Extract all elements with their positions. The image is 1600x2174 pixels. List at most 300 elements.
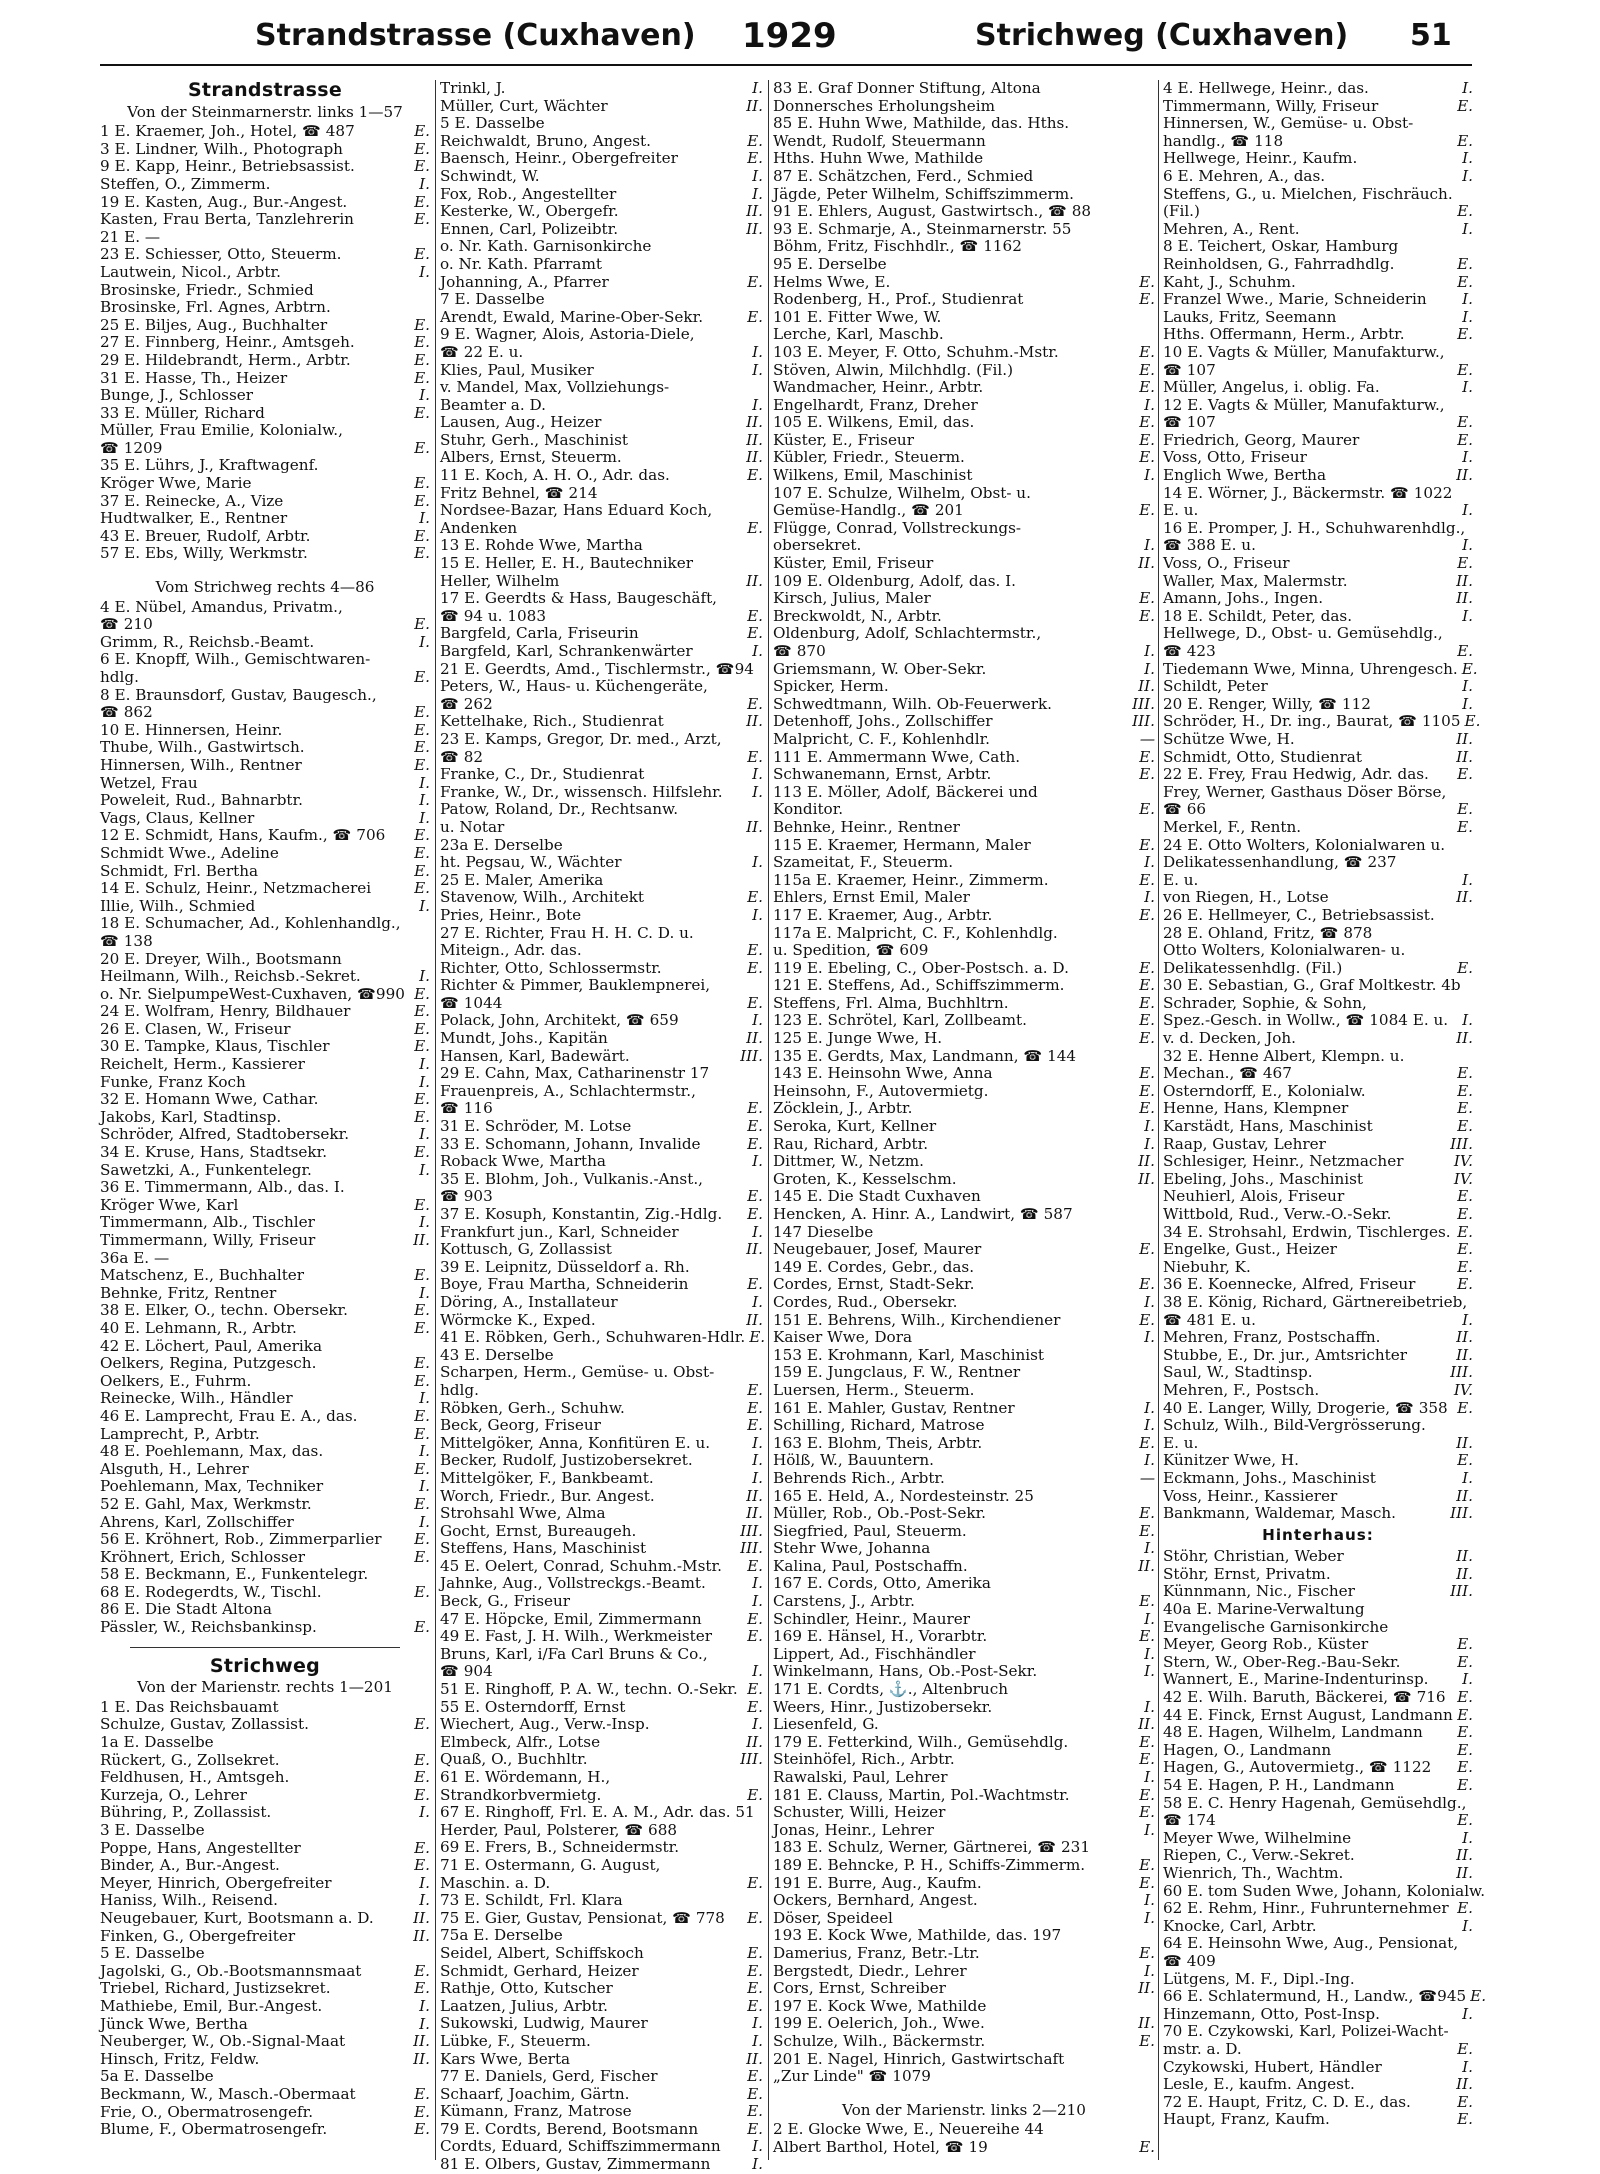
entry-text: 115 E. Kraemer, Hermann, Maler (773, 835, 1031, 854)
floor-mark: E. (1457, 554, 1473, 573)
directory-entry (1163, 1759, 1473, 1777)
entry-text: 93 E. Schmarje, A., Steinmarnerstr. 55 (773, 219, 1072, 238)
entry-text: Künnmann, Nic., Fischer (1163, 1582, 1355, 1601)
entry-text: Wetzel, Frau (100, 773, 198, 792)
directory-entry (100, 1566, 430, 1584)
directory-entry (1163, 1400, 1473, 1418)
floor-mark (759, 291, 763, 309)
floor-mark: E. (414, 879, 430, 898)
directory-entry (440, 1716, 763, 1734)
floor-mark: E. (1139, 1310, 1155, 1329)
entry-text: Ennen, Carl, Polizeibtr. (440, 219, 619, 238)
directory-entry (1163, 1548, 1473, 1566)
entry-text: 22 E. Frey, Frau Hedwig, Adr. das. (1163, 765, 1429, 784)
directory-entry (1163, 555, 1473, 573)
floor-mark: E. (414, 1318, 430, 1337)
entry-text: ☎ 409 (1163, 1951, 1216, 1970)
entry-text: Reinecke, Wilh., Händler (100, 1389, 293, 1408)
floor-mark: I. (1144, 1416, 1155, 1435)
floor-mark (1469, 344, 1473, 362)
floor-mark: E. (414, 1750, 430, 1769)
entry-text: von Riegen, H., Lotse (1163, 888, 1329, 907)
directory-entry (1163, 1488, 1473, 1506)
directory-entry (100, 1250, 430, 1268)
directory-entry (1163, 520, 1473, 538)
floor-mark: III. (1450, 1363, 1473, 1382)
entry-text: Evangelische Garnisonkirche (1163, 1617, 1389, 1636)
directory-entry (440, 1628, 763, 1646)
entry-text: 23 E. Kamps, Gregor, Dr. med., Arzt, (440, 729, 722, 748)
entry-text: Döring, A., Installateur (440, 1292, 618, 1311)
entry-text: 75 E. Gier, Gustav, Pensionat, ☎ 778 (440, 1908, 725, 1927)
entry-text: 85 E. Huhn Wwe, Mathilde, das. Hths. (773, 114, 1070, 133)
entry-text: 33 E. Schomann, Johann, Invalide (440, 1134, 701, 1153)
directory-entry (773, 731, 1155, 749)
entry-text: 18 E. Schumacher, Ad., Kohlenhandlg., (100, 914, 401, 933)
floor-mark (759, 1804, 763, 1822)
floor-mark (426, 1566, 430, 1584)
directory-entry (440, 520, 763, 538)
entry-text: 38 E. Elker, O., techn. Obersekr. (100, 1301, 348, 1320)
floor-mark: E. (1457, 817, 1473, 836)
floor-mark: I. (1462, 2004, 1473, 2023)
floor-mark: E. (1457, 1205, 1473, 1223)
directory-entry (1163, 801, 1473, 819)
floor-mark (1151, 1488, 1155, 1506)
directory-entry (1163, 977, 1473, 995)
spacer (773, 2086, 1155, 2100)
floor-mark: I. (1144, 1398, 1155, 1417)
entry-text: 149 E. Cordes, Gebr., das. (773, 1257, 975, 1276)
directory-entry (773, 1945, 1155, 1963)
directory-entry (440, 1945, 763, 1963)
floor-mark: E. (1457, 2110, 1473, 2129)
street-side-note: Von der Marienstr. links 2—210 (842, 2100, 1086, 2119)
floor-mark: E. (414, 1582, 430, 1601)
floor-mark (759, 1083, 763, 1101)
floor-mark (759, 537, 763, 555)
floor-mark (759, 977, 763, 995)
entry-text: Hagen, G., Autovermietg., ☎ 1122 (1163, 1758, 1432, 1777)
directory-entry (773, 291, 1155, 309)
floor-mark: I. (752, 853, 763, 872)
floor-mark: I. (1462, 1310, 1473, 1329)
floor-mark (426, 229, 430, 247)
directory-entry (1163, 1918, 1473, 1936)
floor-mark: E. (1139, 1732, 1155, 1751)
floor-mark: I. (419, 773, 430, 792)
floor-mark (759, 1857, 763, 1875)
directory-entry (1163, 766, 1473, 784)
floor-mark: II. (746, 1732, 763, 1751)
entry-text: 43 E. Derselbe (440, 1345, 554, 1364)
floor-mark: II. (1456, 2075, 1473, 2094)
floor-mark: I. (752, 1152, 763, 1171)
entry-text: Merkel, F., Rentn. (1163, 817, 1302, 836)
entry-text: 40 E. Langer, Willy, Drogerie, ☎ 358 (1163, 1398, 1448, 1417)
entry-text: Tiedemann Wwe, Minna, Uhrengesch. (1163, 659, 1458, 678)
floor-mark: E. (747, 1205, 763, 1223)
entry-text: 143 E. Heinsohn Wwe, Anna (773, 1064, 993, 1083)
entry-text: Bunge, J., Schlosser (100, 386, 254, 405)
directory-entry (1163, 1881, 1486, 1901)
directory-entry (1163, 485, 1473, 503)
floor-mark: I. (1144, 1609, 1155, 1628)
entry-text: 115a E. Kraemer, Heinr., Zimmerm. (773, 870, 1049, 889)
floor-mark: I. (1144, 1117, 1155, 1136)
entry-text: v. d. Decken, Joh. (1163, 1029, 1296, 1048)
floor-mark: E. (414, 2084, 430, 2103)
floor-mark (426, 1822, 430, 1840)
directory-entry (100, 915, 430, 933)
directory-entry (440, 1347, 763, 1365)
entry-text: Heilmann, Wilh., Reichsb.-Sekret. (100, 967, 361, 986)
entry-text: Voss, Heinr., Kassierer (1163, 1486, 1338, 1505)
floor-mark (1151, 2068, 1155, 2086)
entry-text: o. Nr. Kath. Pfarramt (440, 254, 602, 273)
directory-entry (773, 397, 1155, 415)
floor-mark: E. (747, 1609, 763, 1628)
entry-text: 36 E. Timmermann, Alb., das. I. (100, 1178, 345, 1197)
entry-text: Frey, Werner, Gasthaus Döser Börse, (1163, 782, 1447, 801)
floor-mark: E. (414, 826, 430, 845)
floor-mark: I. (1462, 79, 1473, 97)
floor-mark (1469, 186, 1473, 204)
entry-text: Hinsch, Fritz, Feldw. (100, 2049, 260, 2068)
directory-entry (1163, 837, 1473, 855)
entry-text: Jakobs, Karl, Stadtinsp. (100, 1107, 282, 1126)
directory-entry (440, 2015, 763, 2033)
floor-mark: E. (414, 703, 430, 722)
directory-entry (100, 1302, 430, 1320)
entry-text: Gocht, Ernst, Bureaugeh. (440, 1521, 637, 1540)
floor-mark (426, 687, 430, 705)
directory-entry (100, 475, 430, 493)
directory-entry (773, 749, 1155, 767)
entry-text: 46 E. Lamprecht, Frau E. A., das. (100, 1406, 358, 1425)
entry-text: 31 E. Schröder, M. Lotse (440, 1117, 632, 1136)
entry-text: ☎ 1044 (440, 993, 503, 1012)
directory-entry (100, 493, 430, 511)
directory-entry (773, 1998, 1155, 2016)
floor-mark: II. (746, 219, 763, 238)
entry-text: Johanning, A., Pfarrer (440, 272, 609, 291)
entry-text: Bergstedt, Diedr., Lehrer (773, 1961, 967, 1980)
floor-mark (1151, 1839, 1155, 1857)
directory-entry (100, 123, 430, 141)
entry-text: obersekret. (773, 536, 862, 555)
floor-mark: E. (414, 1354, 430, 1373)
directory-entry (1163, 784, 1473, 802)
floor-mark (1469, 1294, 1473, 1312)
floor-mark: E. (414, 1301, 430, 1320)
entry-text: Finken, G., Obergefreiter (100, 1926, 296, 1945)
directory-entry (440, 309, 763, 327)
entry-text: 44 E. Finck, Ernst August, Landmann (1163, 1705, 1453, 1724)
floor-mark (1469, 1935, 1473, 1953)
directory-entry (100, 687, 430, 705)
directory-entry (100, 457, 430, 475)
floor-mark: I. (419, 262, 430, 281)
entry-text: hdlg. (100, 668, 139, 686)
directory-entry (440, 573, 763, 591)
directory-entry (440, 344, 763, 362)
floor-mark: E. (749, 1328, 766, 1347)
directory-entry (100, 1461, 430, 1479)
floor-mark (1151, 2121, 1155, 2139)
entry-text: 28 E. Ohland, Fritz, ☎ 878 (1163, 923, 1373, 942)
directory-entry (100, 1355, 430, 1373)
floor-mark: E. (747, 941, 763, 960)
directory-entry (100, 405, 430, 423)
directory-entry (773, 1276, 1155, 1294)
entry-text: 103 E. Meyer, F. Otto, Schuhm.-Mstr. (773, 342, 1059, 361)
entry-text: Behrends Rich., Arbtr. (773, 1468, 945, 1487)
floor-mark: I. (752, 1222, 763, 1241)
directory-entry (100, 810, 430, 828)
directory-entry (100, 2016, 430, 2034)
floor-mark: E. (747, 1680, 763, 1699)
directory-entry (100, 1443, 430, 1461)
floor-mark: E. (747, 1697, 763, 1716)
directory-entry (773, 133, 1155, 151)
directory-entry (100, 863, 430, 881)
directory-entry (1163, 731, 1473, 749)
floor-mark (1151, 1347, 1155, 1365)
directory-entry (440, 1663, 763, 1681)
floor-mark: I. (419, 632, 430, 651)
entry-text: Boye, Frau Martha, Schneiderin (440, 1275, 689, 1294)
floor-mark (1151, 1206, 1155, 1224)
entry-text: Roback Wwe, Martha (440, 1152, 606, 1171)
floor-mark: I. (1462, 290, 1473, 309)
floor-mark (426, 1338, 430, 1356)
entry-text: Rau, Richard, Arbtr. (773, 1134, 929, 1153)
entry-text: Otto Wolters, Kolonialwaren- u. (1163, 941, 1406, 960)
directory-entry (440, 1030, 763, 1048)
floor-mark: E. (1139, 1275, 1155, 1294)
entry-text: Eckmann, Johs., Maschinist (1163, 1468, 1376, 1487)
directory-entry (1163, 872, 1473, 890)
directory-entry (440, 925, 763, 943)
floor-mark: E. (1139, 1627, 1155, 1646)
entry-text: Pässler, W., Reichsbankinsp. (100, 1618, 317, 1637)
entry-text: 71 E. Ostermann, G. August, (440, 1855, 661, 1874)
floor-mark: E. (1457, 2039, 1473, 2058)
entry-text: Siegfried, Paul, Steuerm. (773, 1521, 967, 1540)
directory-entry (1163, 1241, 1473, 1259)
directory-entry (440, 150, 763, 168)
floor-mark: E. (1139, 1750, 1155, 1769)
entry-text: u. Notar (440, 817, 505, 836)
entry-text: 55 E. Osterndorff, Ernst (440, 1697, 626, 1716)
directory-entry (100, 352, 430, 370)
floor-mark: II. (1456, 1433, 1473, 1452)
directory-entry (1163, 1671, 1473, 1689)
floor-mark: E. (414, 1618, 430, 1637)
entry-text: Ockers, Bernhard, Angest. (773, 1891, 978, 1910)
entry-text: ☎ 870 (773, 642, 826, 660)
directory-entry (440, 872, 763, 890)
directory-entry (440, 1294, 763, 1312)
entry-text: 83 E. Graf Donner Stiftung, Altona (773, 79, 1041, 97)
floor-mark (759, 1171, 763, 1189)
directory-entry (773, 238, 1155, 256)
entry-text: 14 E. Schulz, Heinr., Netzmacherei (100, 879, 372, 898)
directory-entry (773, 1963, 1155, 1981)
floor-mark (759, 590, 763, 608)
directory-entry (440, 1364, 763, 1382)
floor-mark (1151, 326, 1155, 344)
directory-entry (440, 678, 763, 696)
floor-mark: I. (1144, 1644, 1155, 1663)
entry-text: Mathiebe, Emil, Bur.-Angest. (100, 1996, 323, 2015)
directory-entry (440, 1505, 763, 1523)
entry-text: Schröder, Alfred, Stadtobersekr. (100, 1125, 350, 1144)
entry-text: Albert Barthol, Hotel, ☎ 19 (773, 2137, 988, 2156)
floor-mark: E. (414, 1424, 430, 1443)
directory-entry (773, 1048, 1155, 1066)
floor-mark: II. (746, 571, 763, 590)
entry-text: Niebuhr, K. (1163, 1257, 1251, 1276)
floor-mark: I. (1144, 395, 1155, 414)
entry-text: 145 E. Die Stadt Cuxhaven (773, 1187, 981, 1206)
entry-text: 43 E. Breuer, Rudolf, Arbtr. (100, 526, 311, 545)
directory-entry (773, 1628, 1155, 1646)
floor-mark: II. (1456, 1328, 1473, 1347)
directory-entry (773, 449, 1155, 467)
directory-entry (440, 766, 763, 784)
entry-text: Becker, Rudolf, Justizobersekret. (440, 1451, 693, 1470)
entry-text: Franke, W., Dr., wissensch. Hilfslehr. (440, 782, 723, 801)
directory-entry (100, 2104, 430, 2122)
directory-entry (773, 907, 1155, 925)
directory-entry (100, 1514, 430, 1532)
entry-text: Steinhöfel, Rich., Arbtr. (773, 1750, 955, 1769)
directory-entry (100, 722, 430, 740)
entry-text: Trinkl, J. (440, 79, 506, 97)
floor-mark (759, 1892, 763, 1910)
entry-text: 57 E. Ebs, Willy, Werkmstr. (100, 544, 308, 563)
directory-entry (773, 590, 1155, 608)
directory-entry (100, 1910, 430, 1928)
directory-entry (440, 1435, 763, 1453)
directory-entry (773, 150, 1155, 168)
floor-mark (759, 1769, 763, 1787)
floor-mark: E. (1139, 976, 1155, 995)
floor-mark: E. (414, 1266, 430, 1285)
directory-entry (440, 291, 763, 309)
directory-entry (440, 854, 763, 872)
entry-text: Laatzen, Julius, Arbtr. (440, 1996, 609, 2015)
floor-mark: E. (414, 1768, 430, 1787)
floor-mark: I. (419, 1055, 430, 1074)
entry-text: Schulze, Gustav, Zollassist. (100, 1715, 309, 1734)
floor-mark: E. (414, 1547, 430, 1566)
entry-text: Jagolski, G., Ob.-Bootsmannsmaat (100, 1961, 362, 1980)
directory-entry (440, 537, 763, 555)
floor-mark: E. (747, 1979, 763, 1998)
floor-mark: E. (414, 1530, 430, 1549)
entry-text: 12 E. Schmidt, Hans, Kaufm., ☎ 706 (100, 826, 386, 845)
floor-mark: I. (1462, 501, 1473, 520)
entry-text: 15 E. Heller, E. H., Bautechniker (440, 554, 694, 573)
floor-mark: II. (1456, 1029, 1473, 1048)
floor-mark (1151, 2051, 1155, 2069)
directory-entry (440, 379, 763, 397)
directory-entry (773, 2051, 1155, 2069)
entry-text: 34 E. Strohsahl, Erdwin, Tischlerges. (1163, 1222, 1451, 1241)
directory-entry (773, 661, 1155, 679)
entry-text: 37 E. Reinecke, A., Vize (100, 491, 284, 510)
entry-text: 86 E. Die Stadt Altona (100, 1600, 272, 1619)
directory-entry (100, 387, 430, 405)
directory-entry (1163, 1830, 1473, 1848)
floor-mark: I. (1144, 1961, 1155, 1980)
directory-entry (773, 2121, 1155, 2139)
directory-entry (100, 1601, 430, 1619)
floor-mark (1151, 186, 1155, 204)
floor-mark: I. (419, 509, 430, 528)
entry-text: 10 E. Hinnersen, Heinr. (100, 720, 283, 739)
floor-mark (426, 651, 430, 669)
entry-text: Hinnersen, W., Gemüse- u. Obst- (1163, 114, 1414, 133)
directory-entry (100, 1003, 430, 1021)
directory-entry (1163, 1452, 1473, 1470)
floor-mark: E. (414, 544, 430, 563)
directory-entry (1163, 1083, 1473, 1101)
directory-entry (1163, 608, 1473, 626)
floor-mark: II. (746, 2049, 763, 2068)
directory-entry (100, 334, 430, 352)
directory-entry (100, 1038, 430, 1056)
entry-text: Szameitat, F., Steuerm. (773, 853, 954, 872)
directory-entry (440, 1540, 763, 1558)
directory-entry (440, 1927, 763, 1945)
floor-mark: III. (740, 1521, 763, 1540)
floor-mark: E. (747, 1398, 763, 1417)
floor-mark: E. (747, 466, 763, 485)
entry-text: Jahnke, Aug., Vollstreckgs.-Beamt. (440, 1574, 706, 1593)
floor-mark (426, 599, 430, 617)
directory-entry (1163, 1689, 1473, 1707)
entry-text: 41 E. Röbken, Gerh., Schuhwaren-Hdlr. (440, 1328, 746, 1347)
directory-entry (773, 1153, 1155, 1171)
entry-text: Mehren, F., Postsch. (1163, 1380, 1320, 1399)
floor-mark: E. (747, 2084, 763, 2103)
entry-text: Wannert, E., Marine-Indenturinsp. (1163, 1670, 1429, 1689)
floor-mark (426, 1734, 430, 1752)
floor-mark (759, 731, 763, 749)
directory-entry (773, 221, 1155, 239)
entry-text: 30 E. Tampke, Klaus, Tischler (100, 1037, 330, 1056)
entry-text: ☎ 388 E. u. (1163, 536, 1256, 555)
entry-text: 20 E. Dreyer, Wilh., Bootsmann (100, 949, 342, 968)
floor-mark: E. (1457, 2092, 1473, 2111)
floor-mark: I. (419, 896, 430, 915)
entry-text: Franke, C., Dr., Studienrat (440, 765, 645, 784)
floor-mark (426, 282, 430, 300)
directory-entry (1163, 907, 1473, 925)
entry-text: Mittelgöker, F., Bankbeamt. (440, 1468, 654, 1487)
entry-text: Ahrens, Karl, Zollschiffer (100, 1512, 294, 1531)
directory-entry (1163, 942, 1473, 960)
floor-mark (759, 1065, 763, 1083)
entry-text: 30 E. Sebastian, G., Graf Moltkestr. 4b (1163, 976, 1461, 995)
directory-entry (440, 1100, 763, 1118)
directory-entry (1163, 502, 1473, 520)
floor-mark: E. (414, 368, 430, 387)
